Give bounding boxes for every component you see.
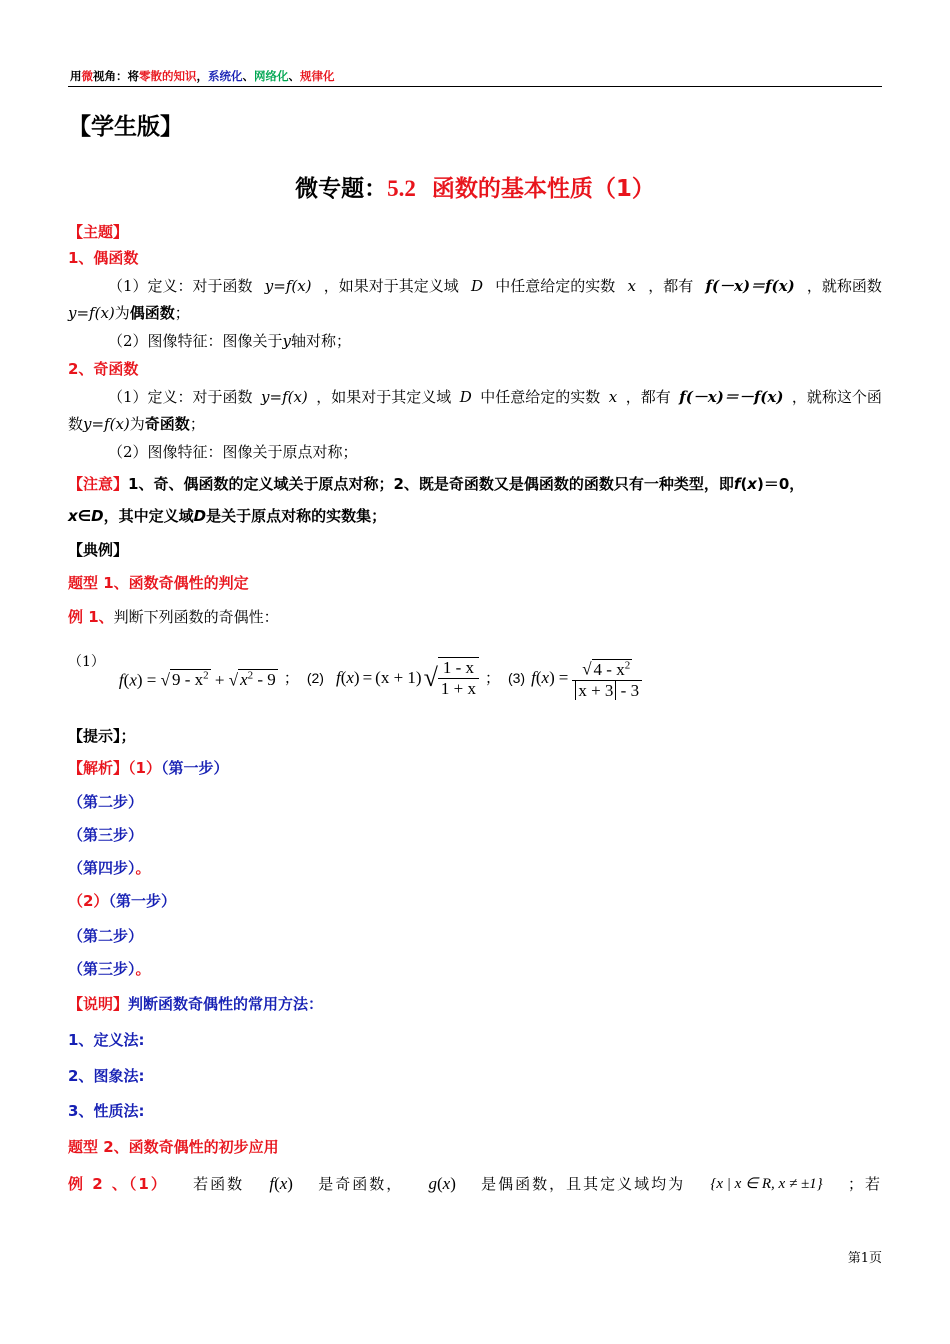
text: y [282, 332, 292, 350]
odd-heading: 2、奇函数 [68, 360, 139, 378]
header-text: 零散的知识 [139, 69, 197, 83]
text: ( [740, 475, 748, 493]
text: 是奇函数， [318, 1175, 404, 1193]
text: 为 [114, 304, 130, 322]
page-number: 第1页 [847, 1251, 882, 1266]
text: ( [274, 1174, 280, 1193]
domain-set: {x | x ∈ R, x ≠ ±1} [710, 1176, 823, 1192]
header-text: ， [196, 69, 208, 83]
text: ) [549, 668, 555, 687]
header-divider [68, 86, 882, 87]
example-label: 【典例】 [68, 541, 129, 559]
text: ，如果对于其定义域 [323, 277, 459, 295]
text: ； [484, 669, 500, 687]
text: x + 3 [575, 681, 616, 700]
text: 4 - x [593, 659, 625, 679]
title-prefix: 微专题： [295, 176, 388, 202]
text: ； [283, 669, 299, 687]
text: 。 [135, 859, 151, 877]
text: y=f(x) [68, 304, 115, 322]
text: 2、 [68, 1067, 94, 1085]
hint-label: 【提示】； [68, 727, 136, 745]
formula3-number: (3) [507, 670, 526, 686]
text: x [240, 670, 248, 690]
text: (x + 1) [375, 668, 422, 687]
formula2: f ( x ) = (x + 1) √ $\frac{1 - x}{1 + x}$ [336, 657, 479, 699]
text: f [335, 668, 341, 687]
odd-definition-line1 [108, 387, 882, 407]
header-text: 网络化 [254, 69, 289, 83]
explain-label: 【说明】 [68, 995, 129, 1013]
text: f(－x)＝f(x) [705, 277, 795, 295]
header-text: 微 [81, 69, 93, 83]
text: ) [450, 1174, 456, 1193]
text: ；若 [847, 1175, 882, 1193]
step-label: （第三步） [68, 960, 136, 978]
text: ( [123, 670, 130, 690]
even-graph-feature [108, 331, 351, 351]
gx [428, 1174, 455, 1194]
page-title [0, 170, 950, 203]
text: x [541, 668, 550, 687]
text: 1、奇、偶函数的定义域关于原点对称；2、既是奇函数又是偶函数的函数只有一种类型，即 [128, 475, 734, 493]
title-rest-wrap [432, 176, 655, 202]
text: + [214, 670, 225, 690]
text: ； [174, 304, 190, 322]
text: g [428, 1174, 437, 1193]
text: f [733, 475, 741, 493]
text: ； [189, 415, 205, 433]
type1-heading: 题型 1、函数奇偶性的判定 [68, 574, 249, 592]
example2-label: 例 2 、（1） [68, 1175, 168, 1193]
text: f [531, 668, 536, 687]
text: 中任意给定的实数 [480, 388, 601, 406]
method-item [68, 1030, 144, 1050]
title-space [416, 176, 432, 202]
text: y=f(x) [83, 415, 130, 433]
formula1: f(x) = √ $9 - x^2$ + √ $x^2 - 9$ [118, 669, 276, 690]
text: D [91, 507, 104, 525]
odd-graph-feature: （2）图像特征：图像关于原点对称； [108, 443, 358, 461]
text: 定义法: [93, 1031, 145, 1049]
version-label: 【学生版】 [68, 114, 183, 140]
text: 偶函数 [129, 304, 175, 322]
part2 [68, 891, 176, 911]
text: D [459, 388, 472, 406]
text: 奇函数 [144, 415, 190, 433]
even-heading: 1、偶函数 [68, 249, 139, 267]
fx [269, 1174, 293, 1194]
text: 2 [203, 669, 209, 682]
example1-label: 例 1、 [68, 608, 114, 626]
header-text: 用 [70, 69, 82, 83]
text: 1、 [68, 1031, 94, 1049]
text: ) [287, 1174, 293, 1193]
text: x [68, 507, 78, 525]
text: 为 [129, 415, 145, 433]
title-number: 5.2 [387, 176, 416, 201]
note-label: 【注意】 [68, 475, 129, 493]
text: 。 [135, 960, 151, 978]
header-text: 规律化 [300, 69, 335, 83]
step4 [68, 858, 151, 878]
header-text: 、 [242, 69, 254, 83]
text: 1 - x [438, 658, 479, 679]
step-label: （第二步） [68, 793, 144, 811]
formula3: f ( x ) = $\frac{√ 4 - x^2}{x + 3 - 3}$ [531, 655, 642, 701]
text: ，其中定义域 [103, 507, 194, 525]
text: 轴对称； [291, 332, 352, 350]
example1-text: 判断下列函数的奇偶性： [113, 608, 279, 626]
text: D [193, 507, 207, 525]
header-text: 视角：将 [93, 69, 139, 83]
text: ，都有 [648, 277, 694, 295]
text: f [269, 1174, 275, 1193]
text: 9 - x [171, 670, 204, 690]
hint [68, 726, 136, 746]
text: D [471, 277, 484, 295]
text: ) [136, 670, 143, 690]
text: ，就称这个函 [791, 388, 882, 406]
text: ，就称函数 [806, 277, 882, 295]
text: f(－x)＝－f(x) [679, 388, 784, 406]
text: 是偶函数，且其定义域均为 [481, 1175, 686, 1193]
text: ∈ [77, 507, 92, 525]
text: )＝0， [756, 475, 805, 493]
example1 [68, 607, 279, 627]
analysis-part: （2） [68, 892, 109, 910]
step-label: （第二步） [68, 927, 144, 945]
topic-label: 【主题】 [68, 223, 129, 241]
text: x [279, 1174, 288, 1193]
text: = [558, 668, 569, 687]
step-label: （第一步） [108, 892, 176, 910]
type2-heading: 题型 2、函数奇偶性的初步应用 [68, 1138, 279, 1156]
text: y=f(x) [261, 388, 308, 406]
explain-text: 判断函数奇偶性的常用方法： [128, 995, 324, 1013]
text: ，如果对于其定义域 [316, 388, 452, 406]
method-item [68, 1066, 144, 1086]
header-text: 、 [288, 69, 300, 83]
header-text: 系统化 [208, 69, 243, 83]
analysis-part: （1） [128, 759, 161, 777]
method-item [68, 1101, 144, 1121]
text: 中任意给定的实数 [495, 277, 616, 295]
text: ( [436, 1174, 443, 1193]
text: = [146, 670, 157, 690]
text: 3、 [68, 1102, 94, 1120]
text: 数 [68, 415, 84, 433]
formula2-number: (2) [306, 670, 324, 686]
text: ，都有 [625, 388, 671, 406]
title-rest: 函数的基本性质（1） [431, 176, 655, 202]
note-line2 [68, 506, 386, 526]
page-header [70, 68, 335, 84]
text: ( [535, 668, 542, 687]
text: x [346, 668, 354, 687]
text: x [129, 670, 137, 690]
example2 [68, 1174, 882, 1194]
step-label: （第一步） [160, 759, 229, 777]
text: - 9 [253, 670, 276, 690]
formula-row [68, 648, 642, 708]
odd-definition-line2 [68, 414, 205, 434]
text: 图象法: [93, 1067, 145, 1085]
text: x [608, 388, 618, 406]
step-label: （第三步） [68, 826, 144, 844]
note-line1 [68, 474, 882, 494]
step2-3 [68, 959, 151, 979]
analysis [68, 758, 228, 778]
text: （2）图像特征：图像关于 [108, 332, 283, 350]
text: 是关于原点对称的实数集； [206, 507, 387, 525]
text: （1）定义：对于函数 [108, 388, 253, 406]
text: - 3 [616, 680, 640, 700]
text: ( [340, 668, 347, 687]
text: 性质法: [93, 1102, 145, 1120]
text: 若函数 [193, 1175, 245, 1193]
text: y=f(x) [264, 277, 312, 295]
text: ) [353, 668, 360, 687]
even-definition-line2 [68, 303, 190, 323]
analysis-label: 【解析】 [68, 759, 129, 777]
text: f [118, 670, 124, 690]
text: 1 + x [440, 679, 476, 698]
even-definition-line1 [108, 276, 882, 296]
text: 2 [247, 669, 254, 682]
text: （1）定义：对于函数 [108, 277, 253, 295]
text: x [747, 475, 757, 493]
formula1-number: （1） [68, 654, 105, 670]
text: x [627, 277, 637, 295]
text: 2 [624, 659, 631, 672]
explain [68, 994, 323, 1014]
text: = [362, 668, 373, 687]
step-label: （第四步） [68, 859, 136, 877]
text: x [442, 1174, 451, 1193]
